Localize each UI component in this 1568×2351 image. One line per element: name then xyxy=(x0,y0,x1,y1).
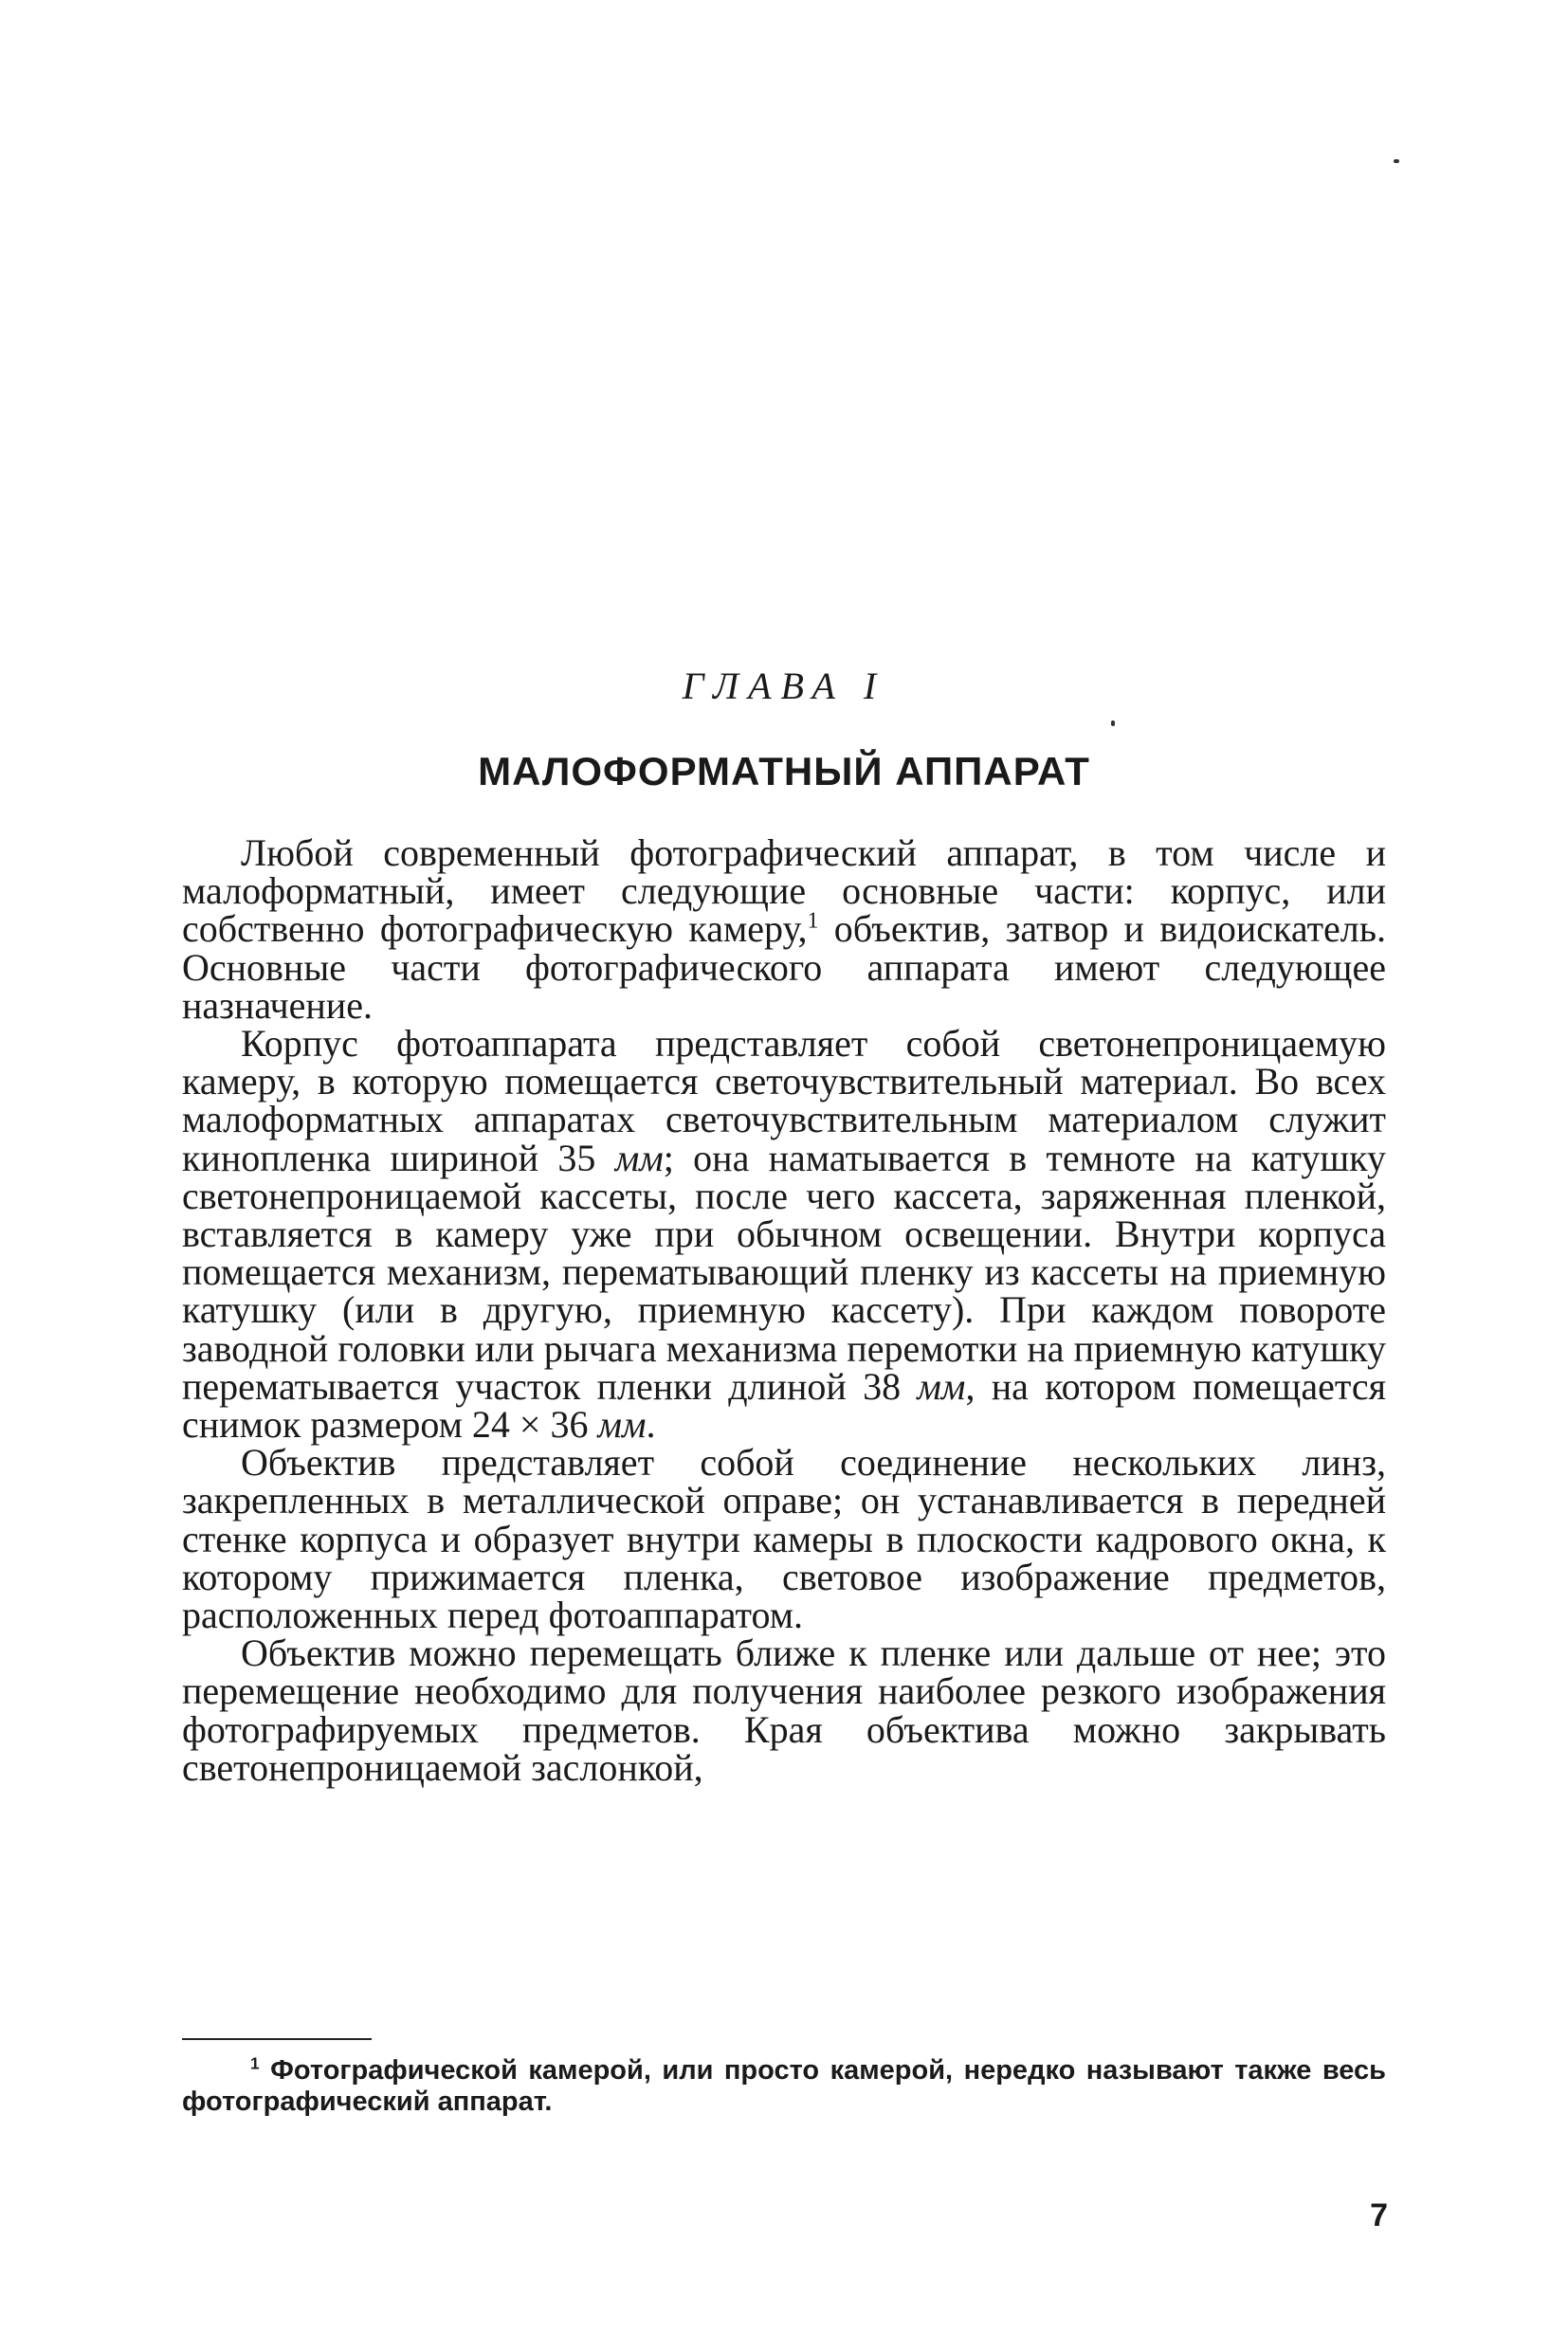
chapter-title: МАЛОФОРМАТНЫЙ АППАРАТ xyxy=(478,749,1090,793)
unit-mm: мм xyxy=(614,1136,664,1179)
scan-speck xyxy=(1394,159,1399,163)
paragraph-2: Корпус фотоаппарата представляет собой светонепроницаемую камеру, в которую помещается светочувствительный материал. Во всех малоформатных аппаратах светочувствительным материалом служит кинопленка шириной 35 мм; она наматывается в темноте на катушку светонепроницаемой кассеты, после чего кассета, заряженная пленкой, вставляется в камеру уже при обычном освещении. Внутри корпуса помещается механизм, перематывающий пленку из кассеты на приемную катушку (или в другую, приемную кассету). При каждом повороте заводной головки или рычага механизма перемотки на приемную катушку перематывается участок пленки длиной 38 мм, на котором помещается снимок размером 24 × 36 мм. xyxy=(182,1022,1386,1447)
footnote-reference[interactable]: 1 xyxy=(807,909,819,935)
unit-mm: мм xyxy=(917,1364,966,1408)
footnote-separator xyxy=(182,2038,372,2040)
footnote-mark: 1 xyxy=(250,2053,260,2073)
scan-speck xyxy=(1111,720,1115,726)
paragraph-1: Любой современный фотографический аппарат, в том числе и малоформатный, имеет следующие основные части: корпус, или собственно фотографическую камеру,$^1$ объектив, затвор и видоискатель. Основные части фотографического аппарата имеют следующее назначение. xyxy=(182,831,1387,1027)
footnote-text: Фотографической камерой, или просто камерой, нередко называют также весь фотографический аппарат. xyxy=(182,2055,1386,2117)
paragraph-4: Объектив можно перемещать ближе к пленке или дальше от нее; это перемещение необходимо для получения наиболее резкого изображения фотографируемых предметов. Края объектива можно закрывать светонепроницаемой заслонкой, xyxy=(182,1631,1386,1789)
paragraph-3: Объектив представляет собой соединение нескольких линз, закрепленных в металлической оправе; он устанавливается в передней стенке корпуса и образует внутри камеры в плоскости кадрового окна, к которому прижимается пленка, световое изображение предметов, расположенных перед фотоаппаратом. xyxy=(182,1441,1386,1637)
unit-mm: мм xyxy=(597,1403,647,1447)
footnote xyxy=(182,2055,1386,2118)
page-number: 7 xyxy=(1370,2197,1388,2233)
body-text xyxy=(182,831,1387,1789)
chapter-label: ГЛАВА I xyxy=(682,665,886,707)
